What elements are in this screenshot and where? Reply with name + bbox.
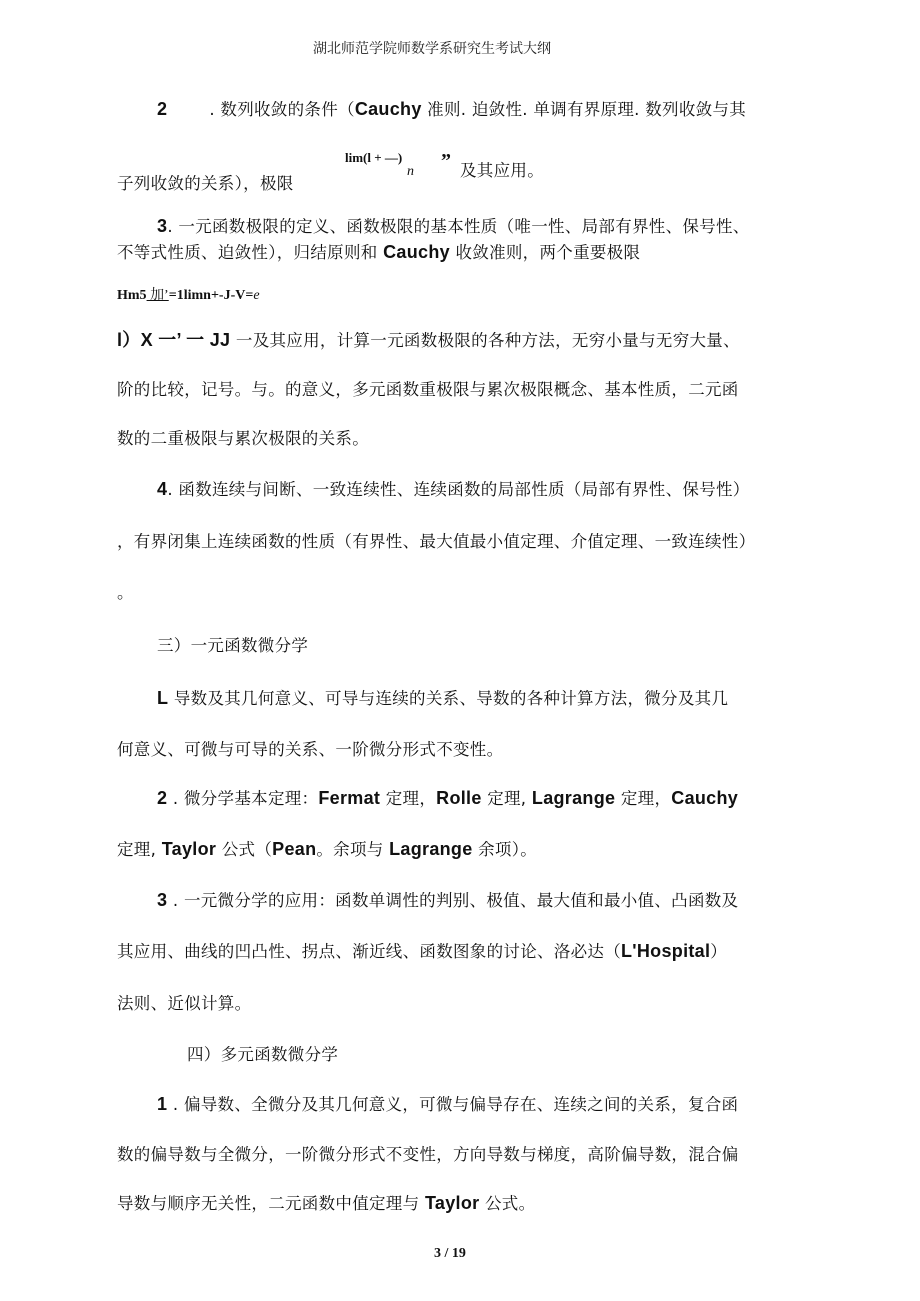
item-4-line-3: 。 [117, 583, 134, 602]
page-number: 3 / 19 [434, 1246, 466, 1261]
formula-quote: ” [441, 150, 451, 172]
item-2-line-2-start: 子列收敛的关系），极限 [117, 174, 294, 193]
item-4-line-2: ，有界闭集上连续函数的性质（有界性、最大值最小值定理、介值定理、一致连续性） [117, 532, 756, 551]
item-3-line-6: 数的二重极限与累次极限的关系。 [117, 429, 369, 448]
section-4-item-1-line-1: 1 . 偏导数、全微分及其几何意义，可微与偏导存在、连续之间的关系，复合函 [157, 1094, 739, 1114]
item-3-line-1: 3. 一元函数极限的定义、函数极限的基本性质（唯一性、局部有界性、保号性、 [157, 216, 750, 236]
section-3-item-1-line-2: 何意义、可微与可导的关系、一阶微分形式不变性。 [117, 740, 504, 759]
important-limits-formula: Hm5 加’=1limn+-J-V=e [117, 288, 260, 303]
limit-formula-denominator: n [407, 164, 414, 179]
item-3-line-4: l）X 一’ 一 JJ 一及其应用，计算一元函数极限的各种方法，无穷小量与无穷大量、 [117, 330, 740, 350]
section-3-item-1-line-1: L 导数及其几何意义、可导与连续的关系、导数的各种计算方法，微分及其几 [157, 688, 729, 708]
section-3-item-2-line-2: 定理, Taylor 公式（Pean。余项与 Lagrange 余项）。 [117, 839, 538, 859]
item-2-line-2-end: 及其应用。 [460, 161, 544, 180]
item-3-line-5: 阶的比较，记号。与。的意义，多元函数重极限与累次极限概念、基本性质，二元函 [117, 380, 739, 399]
page-header: 湖北师范学院师数学系研究生考试大纲 [313, 41, 551, 57]
section-4-item-1-line-2: 数的偏导数与全微分，一阶微分形式不变性，方向导数与梯度，高阶偏导数，混合偏 [117, 1145, 739, 1164]
limit-formula: lim(l + —) [345, 150, 403, 165]
item-2-line-1: 2 . 数列收敛的条件（Cauchy 准则. 迫敛性. 单调有界原理. 数列收敛与其 [157, 99, 747, 119]
section-3-item-2-line-1: 2 . 微分学基本定理：Fermat 定理，Rolle 定理, Lagrange 定理，Cauchy [157, 788, 739, 808]
section-3-item-3-line-3: 法则、近似计算。 [117, 994, 252, 1013]
item-4-line-1: 4. 函数连续与间断、一致连续性、连续函数的局部性质（局部有界性、保号性） [157, 479, 750, 499]
item-3-line-2: 不等式性质、迫敛性），归结原则和 Cauchy 收敛准则，两个重要极限 [117, 242, 641, 262]
section-3-heading: 三）一元函数微分学 [157, 636, 309, 655]
section-4-heading: 四）多元函数微分学 [187, 1045, 339, 1064]
section-3-item-3-line-1: 3 . 一元微分学的应用：函数单调性的判别、极值、最大值和最小值、凸函数及 [157, 890, 739, 910]
section-4-item-1-line-3: 导数与顺序无关性，二元函数中值定理与 Taylor 公式。 [117, 1193, 536, 1213]
section-3-item-3-line-2: 其应用、曲线的凹凸性、拐点、渐近线、函数图象的讨论、洛必达（L'Hospital） [117, 941, 728, 961]
